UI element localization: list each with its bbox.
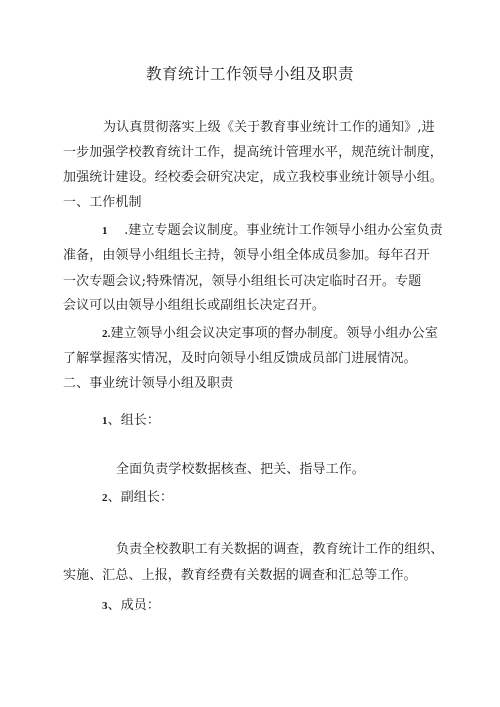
intro-line-1: 为认真贯彻落实上级《关于教育事业统计工作的通知》,进	[103, 120, 435, 135]
role-2-heading	[102, 489, 173, 507]
role-2-desc-line-1: 负责全校教职工有关数据的调查，教育统计工作的组织、	[116, 542, 444, 557]
role-2-label: 、副组长：	[107, 490, 174, 505]
intro-line-3: 加强统计建设。经校委会研究决定，成立我校事业统计领导小组。	[63, 170, 443, 185]
role-1-desc-line-1: 全面负责学校数据核查、把关、指导工作。	[116, 462, 365, 477]
role-1-heading	[102, 412, 160, 430]
item-1-line-3: 一次专题会议;特殊情况，领导小组组长可决定临时召开。专题	[63, 274, 422, 289]
item-1-line-2: 准备，由领导小组组长主持，领导小组全体成员参加。每年召开	[63, 248, 430, 263]
item-2-line-2: 了解掌握落实情况，及时向领导小组反馈成员部门进展情况。	[63, 351, 417, 366]
item-2-text: 建立领导小组会议决定事项的督办制度。领导小组办公室	[110, 326, 438, 341]
item-2-first-line	[102, 325, 438, 343]
role-2-number: 2	[102, 492, 108, 504]
item-1-first-line	[102, 222, 443, 240]
document-title: 教育统计工作领导小组及职责	[145, 65, 354, 83]
item-1-number: 1	[102, 225, 108, 237]
section-heading-roles: 二、事业统计领导小组及职责	[63, 376, 234, 391]
role-2-desc-line-2: 实施、汇总、上报，教育经费有关数据的调查和汇总等工作。	[63, 568, 417, 583]
item-1-line-4: 会议可以由领导小组组长或副组长决定召开。	[63, 298, 326, 313]
role-3-label: 、成员：	[107, 598, 161, 613]
item-2-number: 2.	[102, 328, 111, 340]
role-1-label: 、组长：	[107, 413, 161, 428]
role-1-number: 1	[102, 415, 108, 427]
role-3-heading	[102, 597, 160, 615]
item-1-text: .建立专题会议制度。事业统计工作领导小组办公室负责	[124, 223, 443, 238]
intro-line-2: 一步加强学校教育统计工作，提高统计管理水平，规范统计制度，	[63, 145, 443, 160]
section-heading-work-mechanism: 一、工作机制	[63, 195, 142, 210]
role-3-number: 3	[102, 600, 108, 612]
